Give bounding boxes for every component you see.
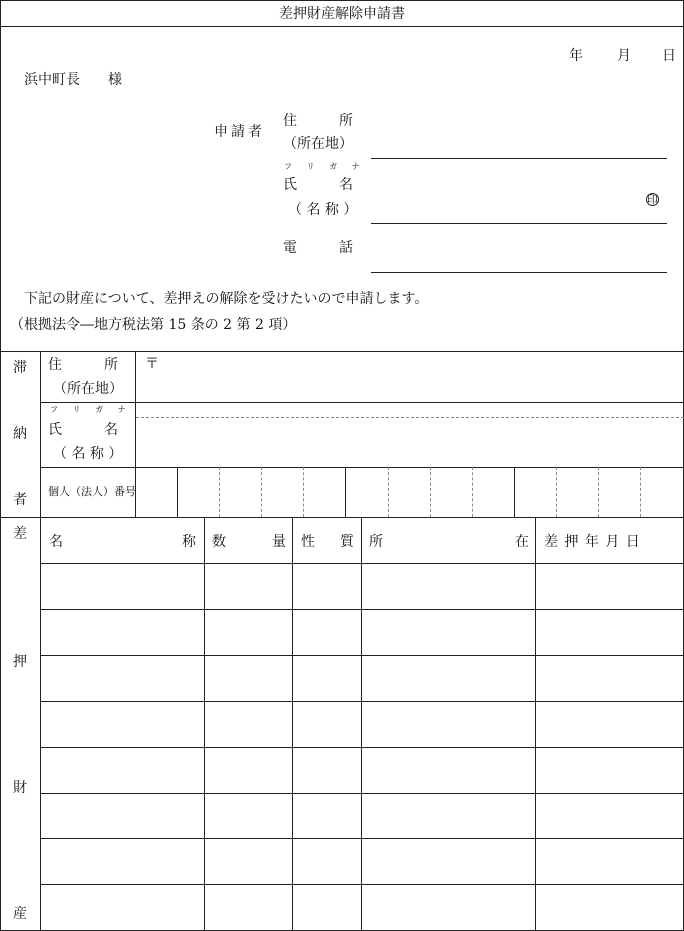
col-header-name-end: 称 (182, 534, 196, 550)
property-side-label-1: 差 (13, 526, 27, 542)
postal-mark: 〒 (145, 356, 159, 372)
taxpayer-side-label-1: 滞 (13, 360, 27, 376)
taxpayer-address-divider (40, 402, 684, 403)
col-header-nature-end: 質 (340, 534, 354, 550)
id-box-divider-6 (388, 467, 389, 517)
col-header-location-end: 在 (515, 534, 529, 550)
title-divider (0, 26, 684, 27)
table-row-divider (40, 609, 684, 610)
id-box-divider-7 (430, 467, 431, 517)
table-row-divider (40, 747, 684, 748)
id-box-divider-11 (598, 467, 599, 517)
applicant-address-sub: （所在地） (283, 136, 353, 152)
col-divider-date (535, 517, 536, 930)
col-header-nature-start: 性 (301, 534, 315, 550)
table-row-divider (40, 701, 684, 702)
statement-text: 下記の財産について、差押えの解除を受けたいので申請します。 (24, 291, 429, 307)
legal-basis-text: （根拠法令―地方税法第 15 条の 2 第 2 項） (10, 317, 297, 333)
taxpayer-name-sub: （ 名 称 ） (53, 446, 123, 462)
property-side-label-2: 押 (13, 654, 27, 670)
id-box-divider-3 (261, 467, 262, 517)
taxpayer-name-divider (40, 467, 684, 468)
date-day-label: 日 (662, 48, 676, 64)
taxpayer-name-label: 氏 名 (48, 422, 118, 438)
taxpayer-side-divider (40, 351, 41, 517)
date-month-label: 月 (617, 48, 631, 64)
table-row-divider (40, 838, 684, 839)
applicant-phone-line (371, 272, 667, 273)
taxpayer-id-label: 個人（法人）番号 (48, 485, 136, 498)
id-box-divider-4 (303, 467, 304, 517)
applicant-address-label: 住 所 (283, 113, 353, 129)
property-side-label-4: 産 (13, 906, 27, 922)
table-row-divider (40, 793, 684, 794)
taxpayer-side-label-2: 納 (13, 426, 27, 442)
property-section-divider (0, 517, 684, 518)
table-row-divider (40, 563, 684, 564)
col-header-location-start: 所 (369, 534, 383, 550)
addressee: 浜中町長 様 (24, 72, 122, 88)
col-divider-nature (292, 517, 293, 930)
section-divider (0, 351, 684, 352)
table-row-divider (40, 884, 684, 885)
id-box-divider-5 (345, 467, 346, 517)
taxpayer-side-label-3: 者 (13, 492, 27, 508)
applicant-address-line (371, 158, 667, 159)
applicant-label: 申請者 (214, 124, 265, 140)
form-title: 差押財産解除申請書 (279, 6, 405, 22)
col-header-date: 差 押 年 月 日 (544, 534, 641, 550)
col-header-qty-end: 量 (272, 534, 286, 550)
id-box-divider-1 (177, 467, 178, 517)
applicant-name-sub: （ 名 称 ） (288, 202, 358, 218)
taxpayer-furigana: フ リ ガ ナ (50, 405, 132, 414)
col-divider-location (361, 517, 362, 930)
table-row-divider (40, 655, 684, 656)
id-box-divider-10 (556, 467, 557, 517)
id-box-divider-2 (219, 467, 220, 517)
seal-mark: 印 (647, 193, 658, 206)
property-side-label-3: 財 (13, 780, 27, 796)
applicant-name-label: 氏 名 (283, 177, 353, 193)
col-header-name-start: 名 (49, 534, 63, 550)
applicant-furigana: フ リ ガ ナ (284, 162, 366, 171)
id-box-divider-12 (640, 467, 641, 517)
col-divider-qty (204, 517, 205, 930)
id-box-divider-9 (514, 467, 515, 517)
taxpayer-address-label: 住 所 (48, 357, 118, 373)
id-box-divider-8 (472, 467, 473, 517)
date-year-label: 年 (569, 48, 583, 64)
applicant-name-line (371, 223, 667, 224)
property-side-divider (40, 517, 41, 930)
taxpayer-furigana-divider (136, 417, 684, 418)
col-header-qty-start: 数 (212, 534, 226, 550)
taxpayer-address-sub: （所在地） (53, 381, 123, 397)
applicant-phone-label: 電 話 (283, 240, 353, 256)
